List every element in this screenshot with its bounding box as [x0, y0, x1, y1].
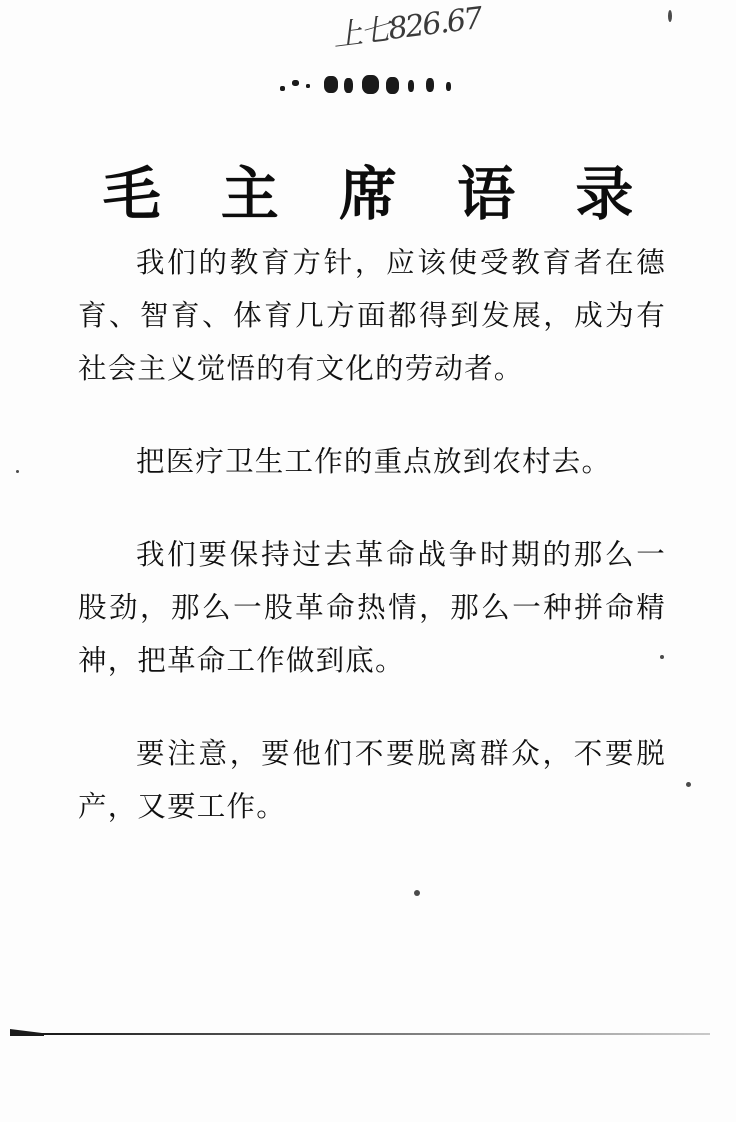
handwritten-annotation: 上七826.67: [330, 1, 483, 54]
paragraph: 把医疗卫生工作的重点放到农村去。: [136, 445, 612, 478]
dust-speck: [660, 655, 664, 659]
dust-speck: [414, 890, 420, 896]
paragraph: 要注意，要他们不要脱离群众，不要脱产，又要工作。: [78, 737, 666, 823]
ink-speck-decoration: [276, 72, 466, 98]
bottom-rule: [10, 1033, 710, 1035]
page-title: 毛 主 席 语 录: [102, 159, 654, 228]
paragraph: 我们的教育方针，应该使受教育者在德育、智育、体育几方面都得到发展，成为有社会主义觉悟的有文化的劳动者。: [78, 246, 666, 385]
paragraph: 我们要保持过去革命战争时期的那么一股劲，那么一股革命热情，那么一种拼命精神，把革命工作做到底。: [78, 538, 666, 677]
dust-speck: [16, 470, 19, 473]
dust-speck: [668, 10, 672, 22]
quotation-body: [78, 236, 666, 833]
dust-speck: [686, 782, 691, 787]
